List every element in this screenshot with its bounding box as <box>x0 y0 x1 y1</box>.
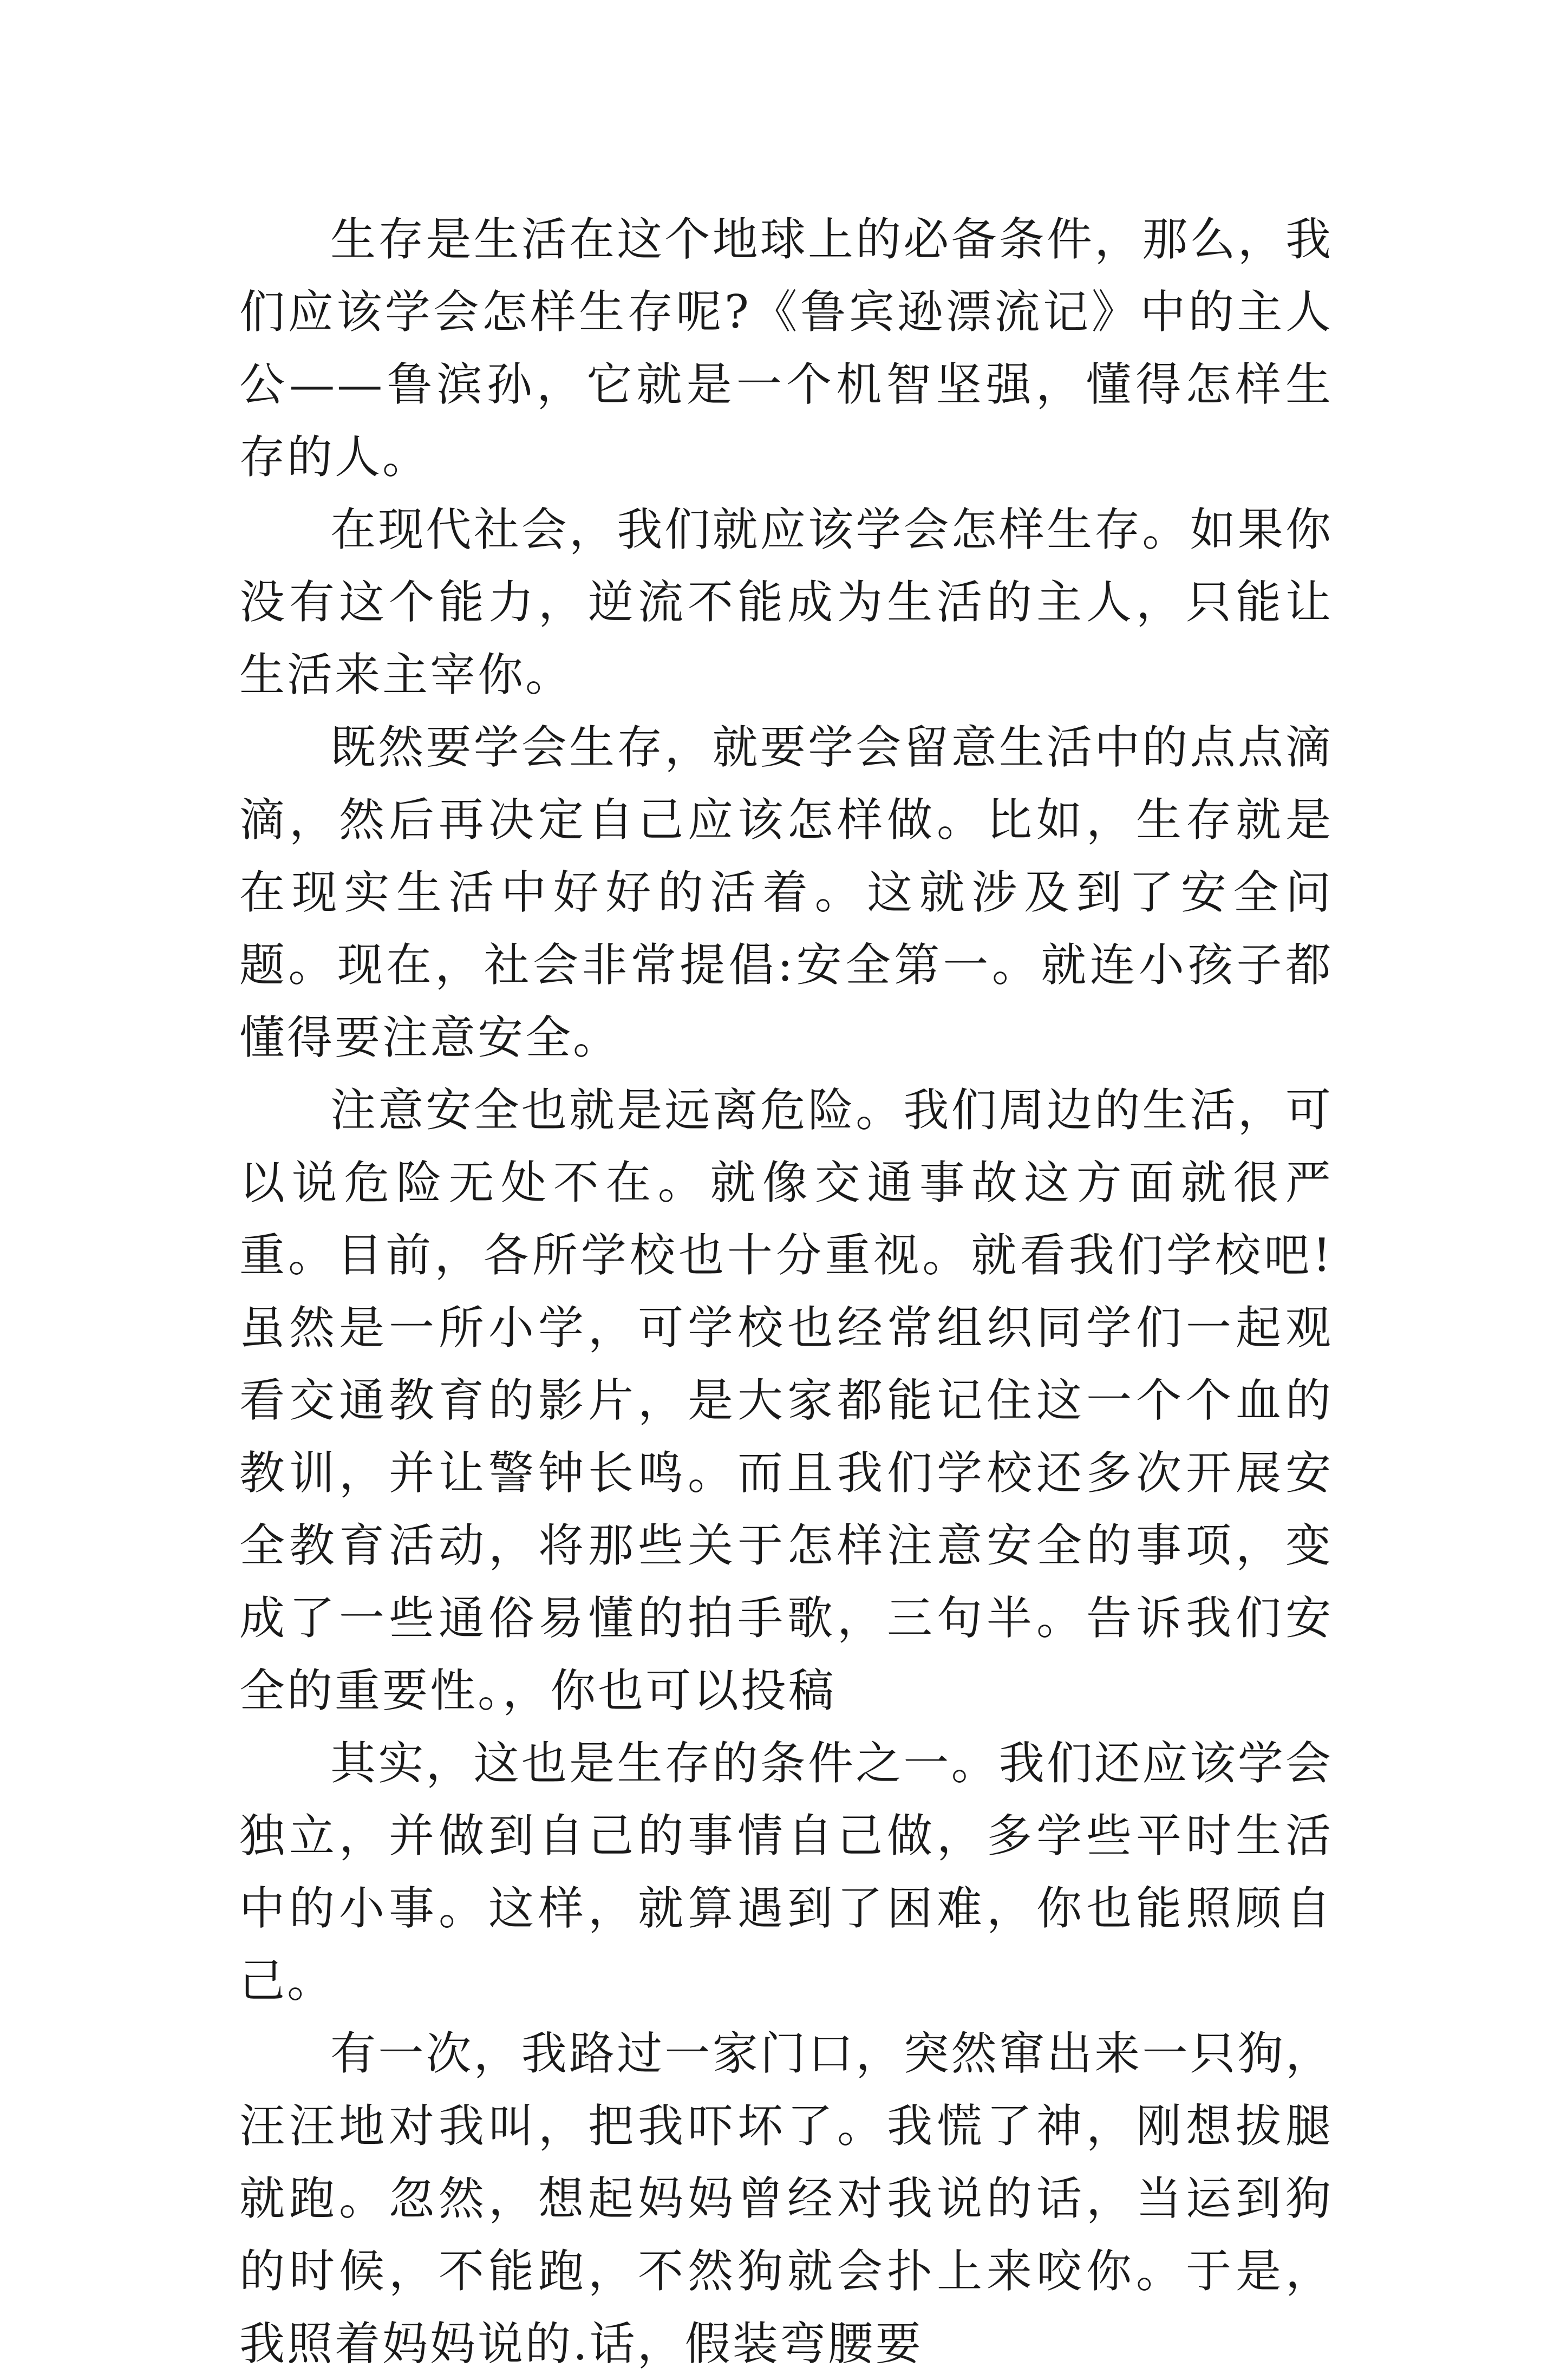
paragraph-5: 其实，这也是生存的条件之一。我们还应该学会独立，并做到自己的事情自己做，多学些平时生活中的小事。这样，就算遇到了困难，你也能照顾自己。 <box>239 1737 1333 2007</box>
paragraph-6: 有一次，我路过一家门口，突然窜出来一只狗，汪汪地对我叫，把我吓坏了。我慌了神，刚想拔腿就跑。忽然，想起妈妈曾经对我说的话，当运到狗的时候，不能跑，不然狗就会扑上来咬你。于是，我照着妈妈说的.话，假装弯腰要 <box>239 2027 1333 2370</box>
document-body <box>239 203 1333 2380</box>
paragraph-4: 注意安全也就是远离危险。我们周边的生活，可以说危险无处不在。就像交通事故这方面就很严重。目前，各所学校也十分重视。就看我们学校吧!虽然是一所小学，可学校也经常组织同学们一起观看交通教育的影片，是大家都能记住这一个个血的教训，并让警钟长鸣。而且我们学校还多次开展安全教育活动，将那些关于怎样注意安全的事项，变成了一些通俗易懂的拍手歌，三句半。告诉我们安全的重要性。，你也可以投稿 <box>239 1084 1333 1717</box>
paragraph-3: 既然要学会生存，就要学会留意生活中的点点滴滴，然后再决定自己应该怎样做。比如，生存就是在现实生活中好好的活着。这就涉及到了安全问题。现在，社会非常提倡:安全第一。就连小孩子都懂得要注意安全。 <box>239 721 1333 1064</box>
paragraph-2: 在现代社会，我们就应该学会怎样生存。如果你没有这个能力，逆流不能成为生活的主人，只能让生活来主宰你。 <box>239 503 1333 701</box>
paragraph-1: 生存是生活在这个地球上的必备条件，那么，我们应该学会怎样生存呢?《鲁宾逊漂流记》中的主人公——鲁滨孙，它就是一个机智坚强，懂得怎样生存的人。 <box>239 213 1333 484</box>
